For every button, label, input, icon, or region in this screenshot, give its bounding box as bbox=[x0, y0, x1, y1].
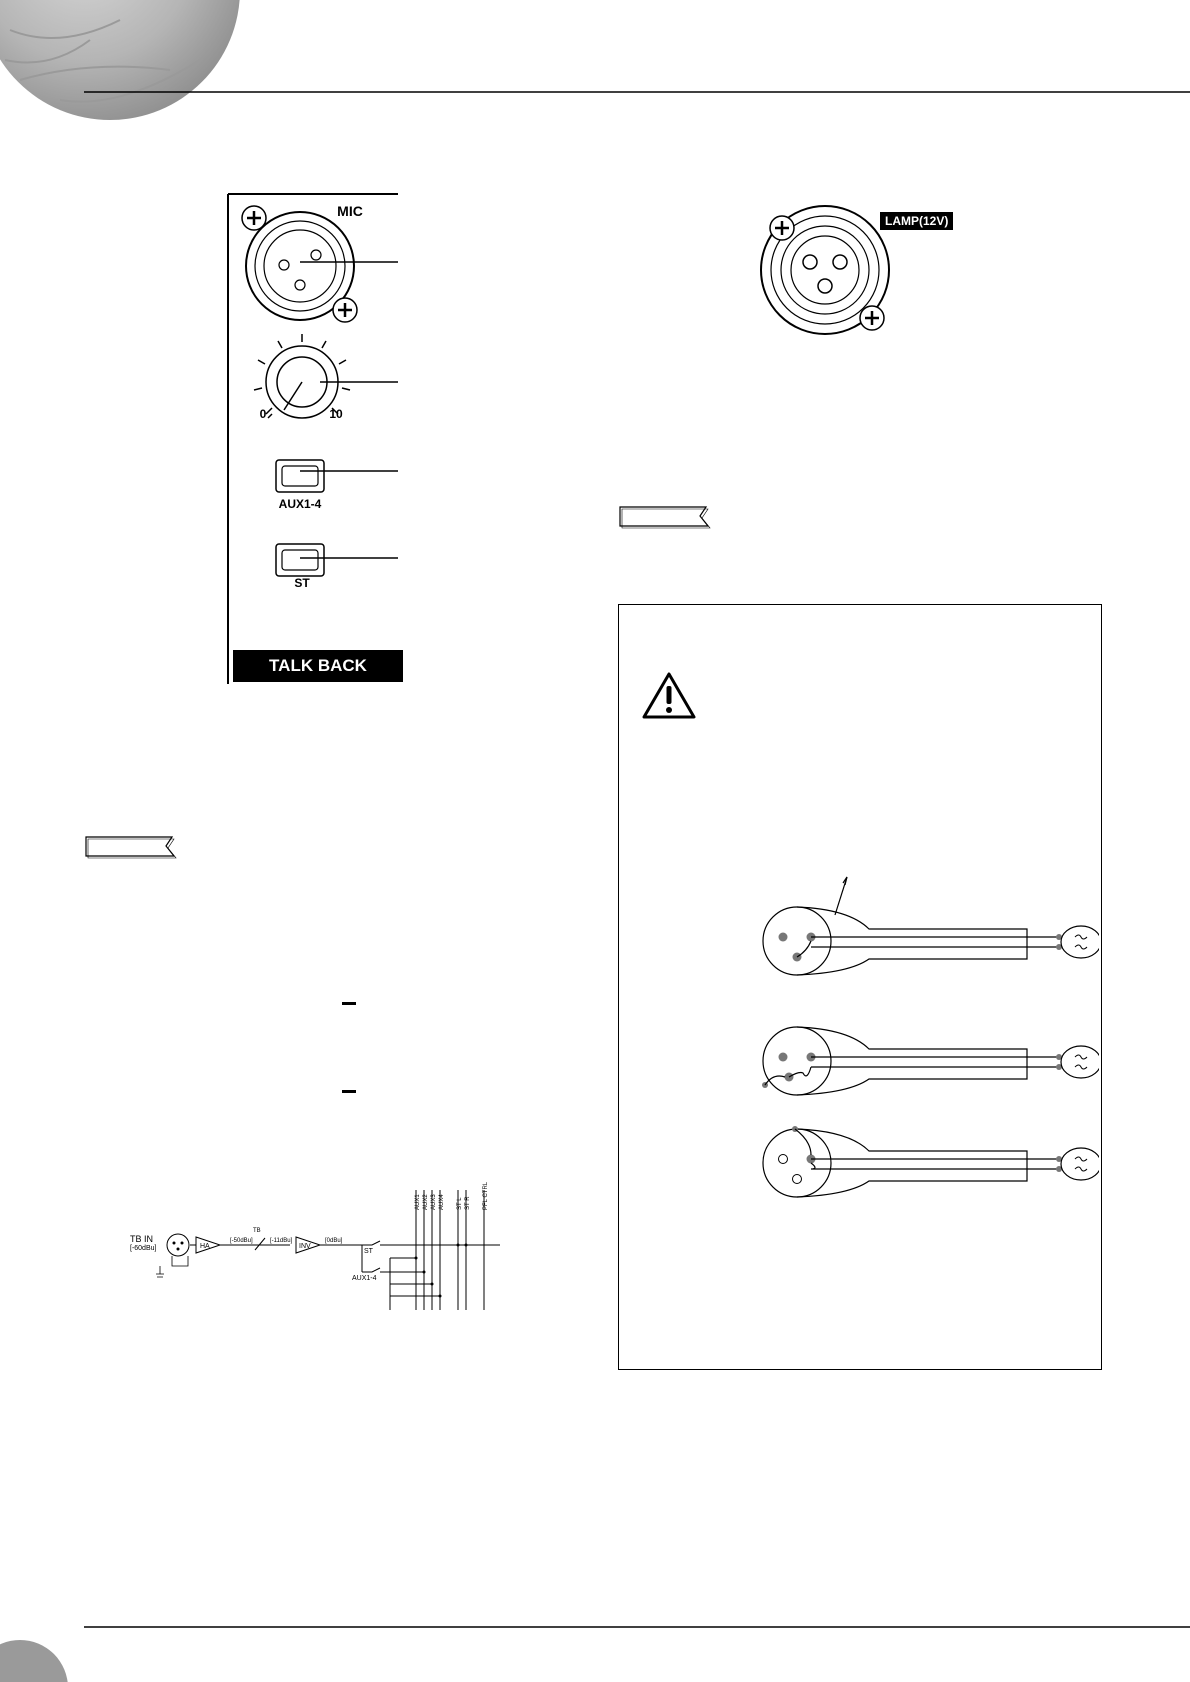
aux-switch-label: AUX1-4 bbox=[278, 497, 322, 511]
note-tag bbox=[84, 834, 180, 860]
knob-min-label: 0 bbox=[259, 407, 267, 421]
screw-icon bbox=[860, 306, 884, 330]
lamp-bulb-icon bbox=[1061, 1046, 1099, 1078]
screw-icon bbox=[770, 216, 794, 240]
st-assign-switch[interactable] bbox=[276, 544, 398, 576]
bus-pfl-ctrl: PFL CTRL bbox=[483, 1181, 489, 1210]
underline-mark bbox=[342, 1090, 356, 1093]
lamp-wiring-diagram-3 bbox=[759, 1117, 1099, 1207]
st-switch-label: ST bbox=[294, 576, 310, 590]
knob-max-label: 10 bbox=[329, 407, 343, 421]
lamp-wiring-diagram-2 bbox=[759, 1015, 1099, 1105]
lamp-bulb-icon bbox=[1061, 1148, 1099, 1180]
level3: [0dBu] bbox=[325, 1238, 343, 1244]
underline-mark bbox=[342, 1002, 356, 1005]
bus-aux1: AUX1 bbox=[415, 1194, 421, 1210]
level2: [-11dBu] bbox=[270, 1238, 293, 1244]
tb-in-level: [-60dBu] bbox=[130, 1245, 157, 1252]
warning-triangle-icon bbox=[641, 671, 697, 721]
note-tag bbox=[618, 504, 714, 530]
bus-st-r: ST R bbox=[465, 1196, 471, 1210]
ha-label: HA bbox=[200, 1243, 210, 1250]
bus-st-l: ST L bbox=[457, 1197, 463, 1210]
page-number-tab bbox=[0, 1640, 68, 1682]
caution-box bbox=[618, 604, 1102, 1370]
aux-assign-switch[interactable] bbox=[276, 460, 398, 492]
lamp-wiring-diagram-1 bbox=[759, 875, 1099, 985]
tb-in-label: TB IN bbox=[130, 1234, 154, 1244]
talkback-block-diagram bbox=[120, 1170, 540, 1310]
bus-aux4: AUX4 bbox=[439, 1194, 445, 1210]
bus-aux3: AUX3 bbox=[431, 1194, 437, 1210]
lamp-bulb-icon bbox=[1061, 926, 1099, 958]
st-switch: ST bbox=[364, 1248, 373, 1255]
bus-aux2: AUX2 bbox=[423, 1194, 429, 1210]
talkback-panel bbox=[0, 0, 600, 700]
screw-icon bbox=[242, 206, 266, 230]
inv-label: INV bbox=[299, 1243, 311, 1250]
talkback-footer-label: TALK BACK bbox=[233, 650, 403, 682]
page-footer-decoration bbox=[0, 1600, 1190, 1682]
level1: [-50dBu] bbox=[230, 1238, 253, 1244]
screw-icon bbox=[333, 298, 357, 322]
talkback-level-knob[interactable] bbox=[254, 334, 398, 418]
vol-label: TB bbox=[253, 1228, 261, 1234]
aux-switch: AUX1-4 bbox=[352, 1275, 377, 1282]
lamp-label: LAMP(12V) bbox=[880, 212, 953, 230]
mic-label: MIC bbox=[337, 203, 363, 219]
